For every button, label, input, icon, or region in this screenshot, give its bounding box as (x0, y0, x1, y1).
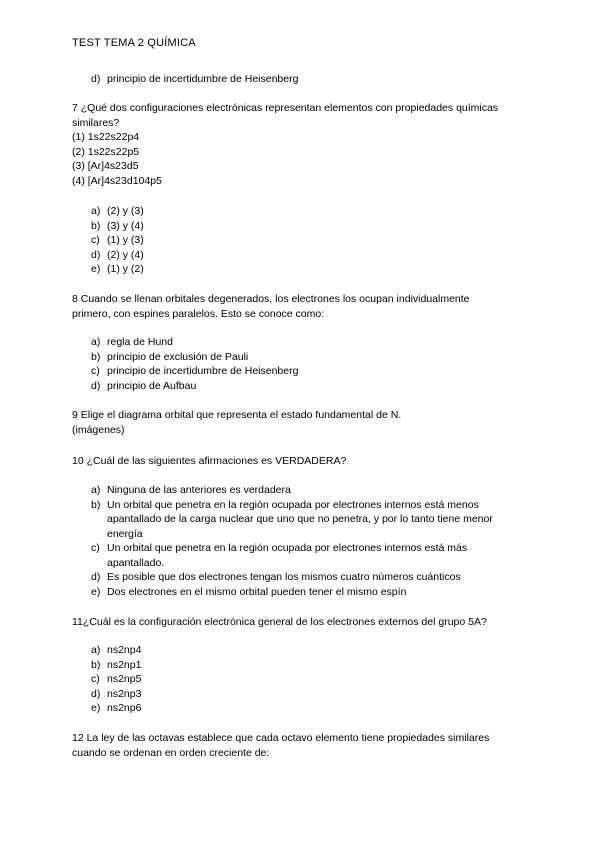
option-text: Ninguna de las anteriores es verdadera (107, 484, 291, 496)
option-item (72, 335, 532, 350)
option-item (72, 483, 532, 498)
option-label: a) (91, 484, 101, 496)
option-label: e) (91, 585, 101, 598)
question-prompt: primero, con espines paralelos. Esto se conoce como: (72, 307, 325, 320)
option-label: b) (91, 498, 101, 511)
config-item: (1) 1s22s22p4 (72, 131, 140, 143)
option-label: a) (91, 644, 101, 656)
option-item (72, 204, 532, 219)
question-prompt: (imágenes) (72, 423, 125, 436)
option-label: d) (91, 571, 101, 583)
option-label: a) (91, 336, 101, 348)
option-item (72, 248, 532, 263)
option-text: regla de Hund (107, 336, 173, 348)
q11-options (72, 643, 532, 716)
option-label: d) (91, 73, 101, 85)
question-12 (72, 731, 532, 760)
question-prompt: 9 Elige el diagrama orbital que representa el estado fundamental de N. (72, 409, 402, 421)
option-text: ns2np1 (107, 658, 142, 671)
question-prompt: 7 ¿Qué dos configuraciones electrónicas representan elementos con propiedades químicas (72, 102, 499, 114)
option-text: ns2np3 (107, 687, 142, 700)
option-text: principio de incertidumbre de Heisenberg (107, 365, 299, 377)
question-10 (72, 454, 532, 469)
question-11 (72, 615, 532, 630)
question-prompt: 12 La ley de las octavas establece que cada octavo elemento tiene propiedades similares (72, 732, 490, 744)
option-label: c) (91, 365, 100, 377)
option-text: Un orbital que penetra en la región ocupada por electrones internos está menos (107, 498, 479, 511)
option-text: apantallado de la carga nuclear que uno que no penetra, y por lo tanto tiene menor (107, 513, 493, 525)
option-label: d) (91, 687, 101, 700)
option-text: Dos electrones en el mismo orbital pueden tener el mismo espín (107, 585, 407, 598)
option-text: (3) y (4) (107, 219, 144, 232)
option-label: c) (91, 234, 100, 246)
option-text: ns2np5 (107, 673, 142, 685)
q8-options (72, 335, 532, 393)
config-item: (2) 1s22s22p5 (72, 145, 140, 158)
option-item (72, 498, 532, 542)
option-item (72, 570, 532, 585)
option-label: e) (91, 263, 101, 275)
q7-options (72, 204, 532, 277)
option-item (72, 350, 532, 365)
option-item (72, 658, 532, 673)
question-8 (72, 292, 532, 321)
option-text: principio de incertidumbre de Heisenberg (107, 73, 299, 85)
config-item: (3) [Ar]4s23d5 (72, 160, 139, 172)
option-text: ns2np4 (107, 644, 142, 656)
option-label: e) (91, 702, 101, 714)
option-label: c) (91, 542, 100, 554)
question-prompt: cuando se ordenan en orden creciente de: (72, 746, 270, 759)
config-item: (4) [Ar]4s23d104p5 (72, 174, 162, 187)
question-prompt: 11¿Cuál es la configuración electrónica general de los electrones externos del grupo 5A? (72, 616, 487, 628)
option-label: c) (91, 673, 100, 685)
option-item (72, 219, 532, 234)
question-9 (72, 408, 532, 437)
option-text: principio de exclusión de Pauli (107, 350, 249, 363)
option-text: Es posible que dos electrones tengan los mismos cuatro números cuánticos (107, 571, 461, 583)
option-text: energía (107, 527, 143, 540)
option-item (72, 541, 532, 570)
option-label: b) (91, 350, 101, 363)
option-text: Un orbital que penetra en la región ocupada por electrones internos está más (107, 542, 468, 554)
question-prompt: 8 Cuando se llenan orbitales degenerados, los electrones los ocupan individualmente (72, 293, 470, 305)
question-7 (72, 101, 532, 188)
option-text: (1) y (2) (107, 263, 144, 275)
option-item (72, 687, 532, 702)
option-item (72, 672, 532, 687)
option-label: d) (91, 248, 101, 261)
option-text: ns2np6 (107, 702, 142, 714)
option-text: principio de Aufbau (107, 379, 197, 392)
option-item (72, 379, 532, 394)
option-item (72, 364, 532, 379)
option-text: apantallado. (107, 556, 165, 569)
page-title: TEST TEMA 2 QUÍMICA (72, 37, 196, 49)
option-item (72, 701, 532, 716)
option-item (72, 262, 532, 277)
option-text: (2) y (4) (107, 248, 144, 261)
option-item (72, 585, 532, 600)
q6-options (72, 72, 532, 87)
option-label: d) (91, 379, 101, 392)
option-label: b) (91, 219, 101, 232)
option-text: (1) y (3) (107, 234, 144, 246)
q10-options (72, 483, 532, 599)
option-text: (2) y (3) (107, 205, 144, 217)
option-label: a) (91, 205, 101, 217)
option-item (72, 72, 532, 87)
option-label: b) (91, 658, 101, 671)
option-item (72, 643, 532, 658)
question-prompt: 10 ¿Cuál de las siguientes afirmaciones es VERDADERA? (72, 455, 347, 467)
option-item (72, 233, 532, 248)
question-prompt: similares? (72, 116, 120, 129)
